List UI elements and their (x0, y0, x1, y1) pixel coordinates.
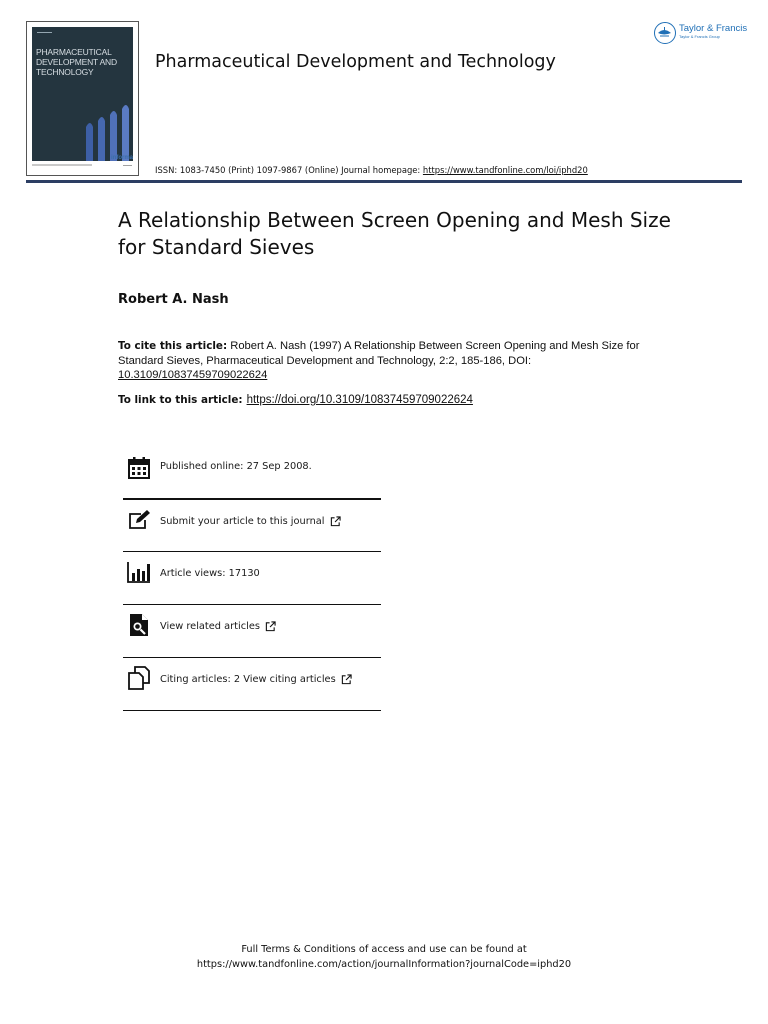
taylor-francis-logo-icon (654, 22, 676, 44)
cite-text: Robert A. Nash (1997) A Relationship Between Screen Opening and Mesh Size for Standard Sieves, Pharmaceutical Development and Technology, 2:2, 185-186, DOI: (118, 340, 640, 367)
publisher-logo[interactable] (654, 22, 747, 44)
terms-url[interactable]: https://www.tandfonline.com/action/journalInformation?journalCode=iphd20 (196, 958, 572, 970)
header-rule (26, 180, 742, 183)
terms-footer (0, 943, 768, 972)
divider (123, 498, 381, 500)
related-label[interactable]: View related articles (160, 621, 260, 632)
publisher-group: Taylor & Francis Group (679, 34, 720, 39)
journal-title[interactable]: Pharmaceutical Development and Technology (155, 52, 556, 72)
article-link-line (118, 394, 473, 406)
cover-title: PHARMACEUTICAL DEVELOPMENT AND TECHNOLOGY (36, 47, 117, 77)
divider (123, 604, 381, 605)
external-link-icon (330, 516, 341, 527)
submit-label[interactable]: Submit your article to this journal (160, 516, 325, 527)
citing-label[interactable]: Citing articles: 2 View citing articles (160, 674, 336, 685)
cover-publisher-sub: ▬▬▬ (123, 163, 132, 167)
citing-articles-icon (127, 666, 151, 690)
journal-homepage-link[interactable]: https://www.tandfonline.com/loi/iphd20 (422, 165, 588, 175)
divider (123, 551, 381, 552)
cover-bars-graphic (78, 97, 133, 161)
edit-icon (127, 508, 151, 532)
article-doi-link[interactable]: https://doi.org/10.3109/10837459709022624 (246, 394, 473, 406)
calendar-icon (127, 456, 151, 480)
publisher-name: Taylor & Francis (679, 23, 748, 34)
cover-strip (32, 164, 92, 166)
issn-line (155, 165, 588, 175)
divider (123, 710, 381, 711)
external-link-icon (341, 674, 352, 685)
article-views: Article views: 17130 (160, 568, 260, 579)
related-search-icon (127, 613, 151, 637)
cover-publisher-logo: informa (110, 155, 133, 161)
article-author[interactable]: Robert A. Nash (118, 292, 229, 307)
link-label: To link to this article: (118, 394, 243, 406)
citation-block (118, 339, 648, 383)
cover-image (32, 27, 133, 161)
journal-cover (26, 21, 139, 176)
divider (123, 657, 381, 658)
article-title: A Relationship Between Screen Opening and Mesh Size for Standard Sieves (118, 208, 671, 259)
cite-doi-link[interactable]: 10.3109/10837459709022624 (118, 369, 268, 381)
bar-chart-icon (127, 560, 151, 584)
external-link-icon (265, 621, 276, 632)
published-date: Published online: 27 Sep 2008. (160, 461, 312, 472)
terms-line: Full Terms & Conditions of access and use can be found at (241, 944, 527, 955)
cover-volume-line: ▬▬▬▬▬ (37, 30, 52, 34)
issn-text: ISSN: 1083-7450 (Print) 1097-9867 (Online) Journal homepage: (155, 165, 423, 175)
cite-label: To cite this article: (118, 340, 228, 352)
